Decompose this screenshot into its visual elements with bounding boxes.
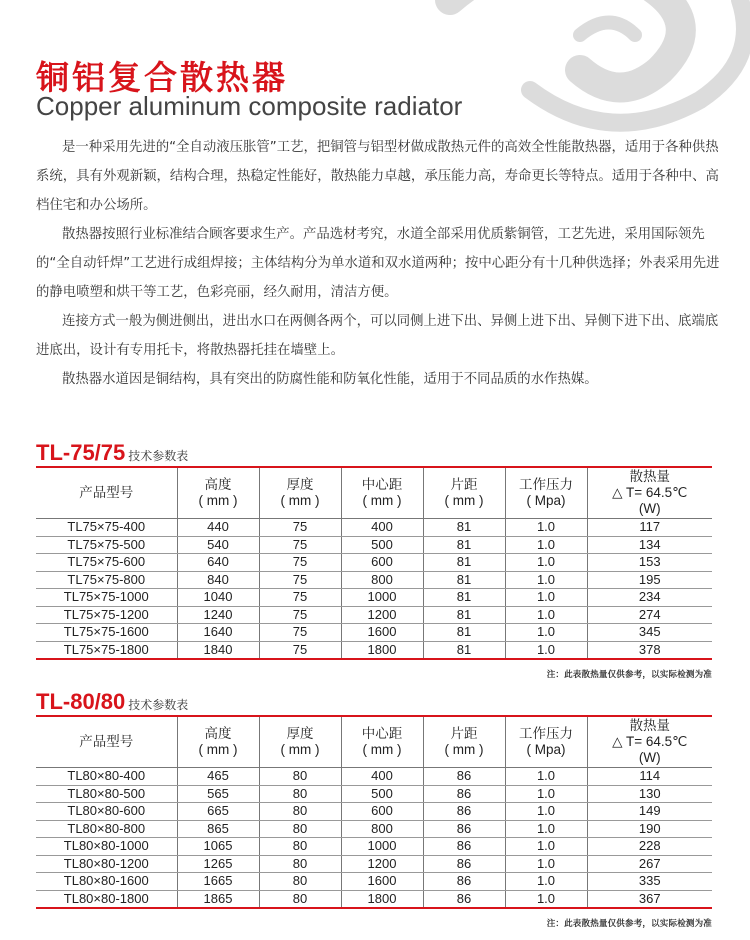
column-header-line: 片距 <box>450 726 478 741</box>
value-cell: 130 <box>587 785 712 803</box>
value-cell: 1.0 <box>505 571 587 589</box>
model-cell: TL75×75-800 <box>36 571 177 589</box>
column-header-line: △ T= 64.5℃ <box>612 734 688 749</box>
spec-table <box>36 468 712 660</box>
table-row <box>36 571 712 589</box>
spec-table-subtitle: 技术参数表 <box>128 449 189 463</box>
table-row <box>36 890 712 908</box>
value-cell: 540 <box>177 536 259 554</box>
value-cell: 86 <box>423 785 505 803</box>
value-cell: 1000 <box>341 838 423 856</box>
value-cell: 378 <box>587 641 712 659</box>
column-header <box>505 717 587 768</box>
value-cell: 267 <box>587 855 712 873</box>
column-header <box>505 468 587 519</box>
value-cell: 75 <box>259 536 341 554</box>
value-cell: 86 <box>423 890 505 908</box>
column-header-line: 高度 <box>204 477 232 492</box>
value-cell: 75 <box>259 641 341 659</box>
value-cell: 1.0 <box>505 589 587 607</box>
table-header-row <box>36 468 712 519</box>
intro-paragraph: 是一种采用先进的“全自动液压胀管”工艺，把铜管与铝型材做成散热元件的高效全性能散热器，适用于各种供热系统，具有外观新颖，结构合理，热稳定性能好，散热能力卓越，承压能力高，寿命更长等特点。适用于各种中、高档住宅和办公场所。 <box>36 140 719 213</box>
value-cell: 86 <box>423 803 505 821</box>
model-cell: TL80×80-500 <box>36 785 177 803</box>
intro-paragraph: 散热器水道因是铜结构，具有突出的防腐性能和防氧化性能，适用于不同品质的水作热媒。 <box>62 372 598 387</box>
column-header-line: ( mm ) <box>280 493 320 508</box>
model-cell: TL80×80-1000 <box>36 838 177 856</box>
value-cell: 134 <box>587 536 712 554</box>
value-cell: 1665 <box>177 873 259 891</box>
column-header-line: 工作压力 <box>519 726 573 741</box>
column-header-line: 工作压力 <box>519 477 573 492</box>
value-cell: 274 <box>587 606 712 624</box>
value-cell: 1.0 <box>505 890 587 908</box>
column-header-line: ( mm ) <box>198 742 238 757</box>
value-cell: 80 <box>259 855 341 873</box>
value-cell: 367 <box>587 890 712 908</box>
value-cell: 1.0 <box>505 820 587 838</box>
value-cell: 440 <box>177 519 259 537</box>
model-cell: TL75×75-1600 <box>36 624 177 642</box>
column-header-line: ( Mpa) <box>526 742 566 757</box>
column-header <box>423 717 505 768</box>
value-cell: 400 <box>341 768 423 786</box>
page-title-english: Copper aluminum composite radiator <box>36 91 463 121</box>
value-cell: 665 <box>177 803 259 821</box>
intro-paragraph: 连接方式一般为侧进侧出，进出水口在两侧各两个，可以同侧上进下出、异侧上进下出、异侧下进下出、底端底进底出，设计有专用托卡，将散热器托挂在墙壁上。 <box>36 314 719 358</box>
model-cell: TL80×80-800 <box>36 820 177 838</box>
column-header <box>259 717 341 768</box>
column-header-line: 厚度 <box>286 477 314 492</box>
table-footnote: 注：此表散热量仅供参考，以实际检测为准 <box>546 919 712 929</box>
value-cell: 80 <box>259 873 341 891</box>
value-cell: 86 <box>423 838 505 856</box>
value-cell: 800 <box>341 820 423 838</box>
value-cell: 81 <box>423 624 505 642</box>
value-cell: 149 <box>587 803 712 821</box>
column-header-line: 散热量 <box>629 718 670 733</box>
value-cell: 1.0 <box>505 519 587 537</box>
value-cell: 190 <box>587 820 712 838</box>
column-header <box>423 468 505 519</box>
spec-section-heading <box>36 440 712 468</box>
value-cell: 1.0 <box>505 641 587 659</box>
value-cell: 81 <box>423 589 505 607</box>
value-cell: 1.0 <box>505 873 587 891</box>
model-cell: TL75×75-1200 <box>36 606 177 624</box>
column-header-line: 高度 <box>204 726 232 741</box>
model-cell: TL75×75-1000 <box>36 589 177 607</box>
table-row <box>36 536 712 554</box>
value-cell: 1.0 <box>505 606 587 624</box>
value-cell: 153 <box>587 554 712 572</box>
value-cell: 1600 <box>341 624 423 642</box>
model-series-label: TL-80/80 <box>36 689 126 714</box>
value-cell: 75 <box>259 519 341 537</box>
column-header-line: 中心距 <box>361 726 403 741</box>
table-row <box>36 855 712 873</box>
value-cell: 345 <box>587 624 712 642</box>
value-cell: 1.0 <box>505 768 587 786</box>
column-header <box>36 468 177 519</box>
model-cell: TL80×80-1800 <box>36 890 177 908</box>
value-cell: 81 <box>423 571 505 589</box>
value-cell: 640 <box>177 554 259 572</box>
column-header <box>177 468 259 519</box>
value-cell: 1800 <box>341 641 423 659</box>
spec-section-tl80 <box>36 689 712 929</box>
model-cell: TL80×80-600 <box>36 803 177 821</box>
column-header <box>341 468 423 519</box>
column-header-line: ( mm ) <box>444 742 484 757</box>
spec-section-tl75 <box>36 440 712 680</box>
value-cell: 234 <box>587 589 712 607</box>
value-cell: 75 <box>259 571 341 589</box>
column-header-line: △ T= 64.5℃ <box>612 485 688 500</box>
column-header-line: ( mm ) <box>198 493 238 508</box>
value-cell: 1640 <box>177 624 259 642</box>
column-header-line: 产品型号 <box>79 485 134 500</box>
value-cell: 1240 <box>177 606 259 624</box>
value-cell: 1265 <box>177 855 259 873</box>
model-cell: TL80×80-400 <box>36 768 177 786</box>
value-cell: 195 <box>587 571 712 589</box>
value-cell: 86 <box>423 873 505 891</box>
value-cell: 865 <box>177 820 259 838</box>
column-header <box>587 717 712 768</box>
value-cell: 75 <box>259 554 341 572</box>
column-header-line: ( mm ) <box>280 742 320 757</box>
column-header-line: 片距 <box>450 477 478 492</box>
value-cell: 80 <box>259 768 341 786</box>
spec-table <box>36 717 712 909</box>
intro-paragraph: 散热器按照行业标准结合顾客要求生产。产品选材考究，水道全部采用优质紫铜管，工艺先进，采用国际领先的“全自动钎焊”工艺进行成组焊接；主体结构分为单水道和双水道两种；按中心距分有十几种供选择；外表采用先进的静电喷塑和烘干等工艺，色彩亮丽，经久耐用，清洁方便。 <box>36 227 720 300</box>
table-row <box>36 785 712 803</box>
value-cell: 80 <box>259 838 341 856</box>
spec-section-heading <box>36 689 712 717</box>
column-header-line: 产品型号 <box>79 734 134 749</box>
column-header-line: ( Mpa) <box>526 493 566 508</box>
value-cell: 1065 <box>177 838 259 856</box>
value-cell: 1.0 <box>505 536 587 554</box>
column-header-line: 散热量 <box>629 469 670 484</box>
value-cell: 80 <box>259 890 341 908</box>
value-cell: 80 <box>259 803 341 821</box>
value-cell: 86 <box>423 768 505 786</box>
value-cell: 600 <box>341 554 423 572</box>
value-cell: 80 <box>259 820 341 838</box>
column-header-line: ( mm ) <box>444 493 484 508</box>
value-cell: 840 <box>177 571 259 589</box>
value-cell: 500 <box>341 536 423 554</box>
model-cell: TL80×80-1600 <box>36 873 177 891</box>
value-cell: 81 <box>423 554 505 572</box>
column-header-line: 厚度 <box>286 726 314 741</box>
value-cell: 81 <box>423 641 505 659</box>
value-cell: 1200 <box>341 606 423 624</box>
table-row <box>36 606 712 624</box>
value-cell: 1200 <box>341 855 423 873</box>
value-cell: 80 <box>259 785 341 803</box>
table-row <box>36 624 712 642</box>
value-cell: 228 <box>587 838 712 856</box>
table-row <box>36 820 712 838</box>
column-header-line: 中心距 <box>361 477 403 492</box>
column-header-line: (W) <box>638 750 661 765</box>
value-cell: 86 <box>423 820 505 838</box>
value-cell: 114 <box>587 768 712 786</box>
model-cell: TL75×75-400 <box>36 519 177 537</box>
model-cell: TL75×75-600 <box>36 554 177 572</box>
value-cell: 400 <box>341 519 423 537</box>
value-cell: 1.0 <box>505 554 587 572</box>
value-cell: 81 <box>423 536 505 554</box>
model-cell: TL75×75-500 <box>36 536 177 554</box>
value-cell: 1600 <box>341 873 423 891</box>
table-row <box>36 803 712 821</box>
table-row <box>36 554 712 572</box>
spec-table-subtitle: 技术参数表 <box>128 698 189 712</box>
value-cell: 1.0 <box>505 803 587 821</box>
column-header <box>259 468 341 519</box>
model-cell: TL80×80-1200 <box>36 855 177 873</box>
value-cell: 800 <box>341 571 423 589</box>
column-header <box>36 717 177 768</box>
model-cell: TL75×75-1800 <box>36 641 177 659</box>
value-cell: 565 <box>177 785 259 803</box>
table-footnote: 注：此表散热量仅供参考，以实际检测为准 <box>546 670 712 680</box>
value-cell: 500 <box>341 785 423 803</box>
value-cell: 117 <box>587 519 712 537</box>
page-title-chinese: 铜铝复合散热器 <box>36 58 288 97</box>
value-cell: 1.0 <box>505 855 587 873</box>
column-header <box>341 717 423 768</box>
table-row <box>36 641 712 659</box>
column-header-line: (W) <box>638 501 661 516</box>
table-row <box>36 873 712 891</box>
value-cell: 465 <box>177 768 259 786</box>
table-row <box>36 519 712 537</box>
column-header-line: ( mm ) <box>362 493 402 508</box>
value-cell: 1.0 <box>505 785 587 803</box>
model-series-label: TL-75/75 <box>36 440 126 465</box>
value-cell: 1040 <box>177 589 259 607</box>
intro-text <box>36 133 722 394</box>
column-header-line: ( mm ) <box>362 742 402 757</box>
value-cell: 1000 <box>341 589 423 607</box>
value-cell: 1865 <box>177 890 259 908</box>
value-cell: 75 <box>259 606 341 624</box>
table-row <box>36 768 712 786</box>
value-cell: 75 <box>259 589 341 607</box>
table-row <box>36 589 712 607</box>
value-cell: 86 <box>423 855 505 873</box>
value-cell: 335 <box>587 873 712 891</box>
table-header-row <box>36 717 712 768</box>
table-row <box>36 838 712 856</box>
value-cell: 81 <box>423 519 505 537</box>
value-cell: 600 <box>341 803 423 821</box>
value-cell: 1.0 <box>505 838 587 856</box>
value-cell: 1.0 <box>505 624 587 642</box>
value-cell: 75 <box>259 624 341 642</box>
column-header <box>177 717 259 768</box>
column-header <box>587 468 712 519</box>
value-cell: 1840 <box>177 641 259 659</box>
value-cell: 81 <box>423 606 505 624</box>
value-cell: 1800 <box>341 890 423 908</box>
